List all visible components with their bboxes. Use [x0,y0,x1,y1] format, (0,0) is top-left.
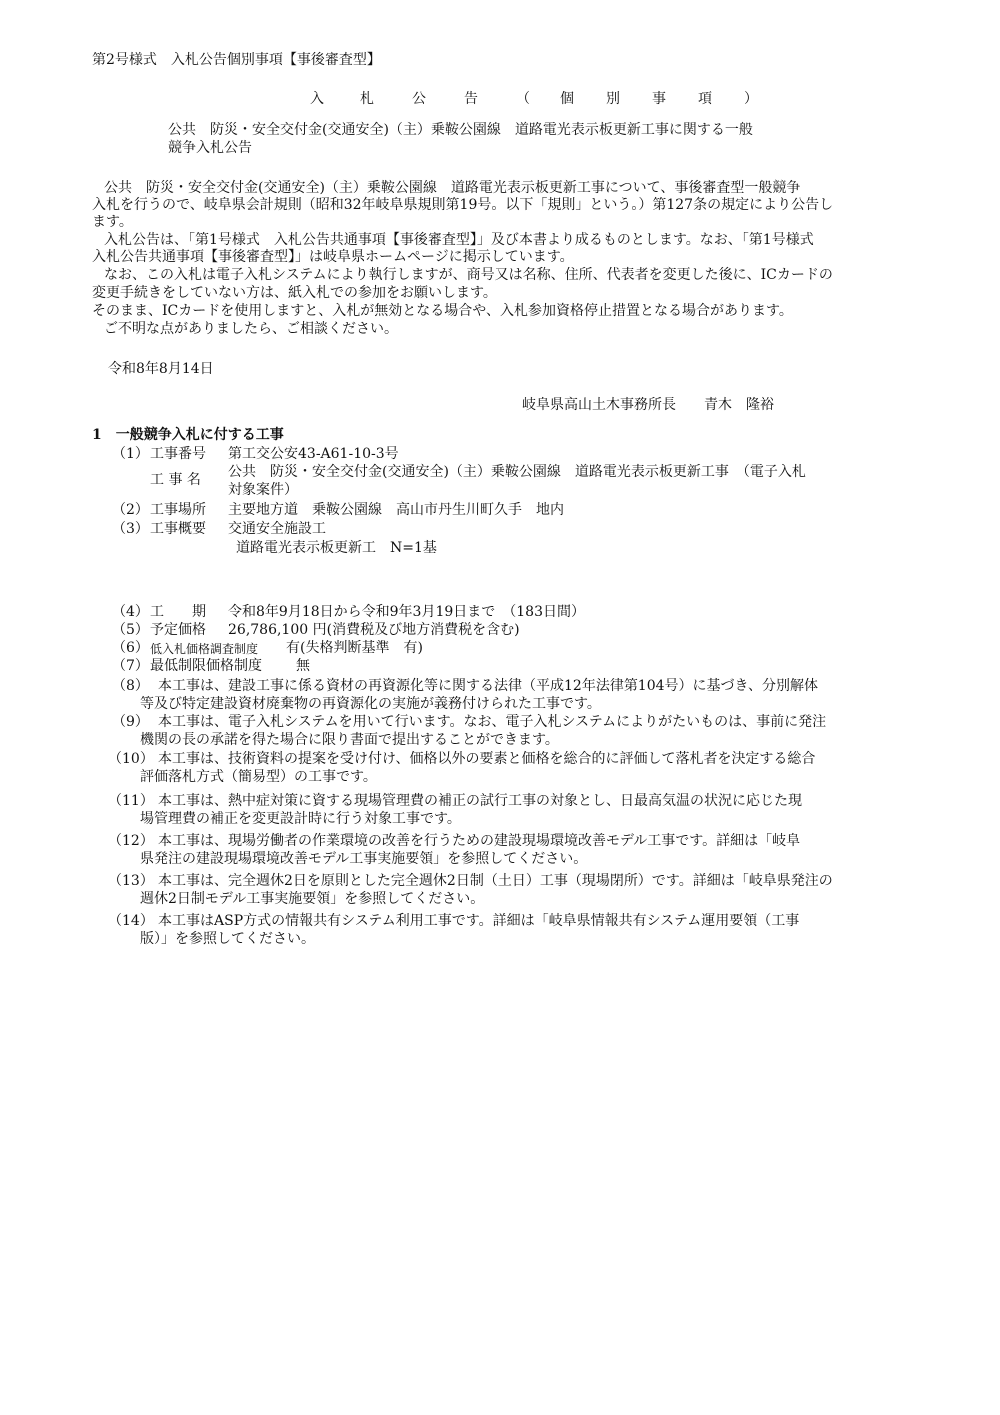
item-value: 道路電光表示板更新工 N=1基 [236,540,437,556]
intro-text: 変更手続きをしていない方は、紙入札での参加をお願いします。 [92,285,497,301]
intro-text: 入札公告は、「第1号様式 入札公告共通事項【事後審査型】」及び本書より成るものとします。なお、「第1号様式 [104,232,814,248]
item-text: 評価落札方式（簡易型）の工事です。 [140,769,377,785]
item-text: 場管理費の補正を変更設計時に行う対象工事です。 [140,811,461,827]
item-value: 交通安全施設工 [228,521,326,537]
item-number: （11） [108,793,154,809]
item-label: 工事場所 [150,502,206,518]
item-number: （4） [112,604,149,620]
issuer-name: 岐阜県高山土木事務所長 青木 隆裕 [522,397,774,413]
item-label: 工事概要 [150,521,206,537]
item-text: 本工事は、熱中症対策に資する現場管理費の補正の試行工事の対象とし、日最高気温の状況に応じた現 [158,793,802,809]
item-text: 本工事は、完全週休2日を原則とした完全週休2日制（土日）工事（現場閉所）です。詳細は「岐阜県発注の [158,873,833,889]
item-number: （10） [108,751,154,767]
title-char: 事 [652,91,666,107]
item-text: 本工事は、電子入札システムを用いて行います。なお、電子入札システムによりがたいものは、事前に発注 [158,714,827,730]
intro-text: 入札公告共通事項【事後審査型】」は岐阜県ホームページに掲示しています。 [92,249,574,265]
title-char: ） [744,91,758,107]
item-text: 本工事は、技術資料の提案を受け付け、価格以外の要素と価格を総合的に評価して落札者を決定する総合 [158,751,816,767]
item-label: 工 期 [150,604,206,620]
item-text: 機関の長の承諾を得た場合に限り書面で提出することができます。 [140,732,559,748]
title-char: 公 [412,91,426,107]
title-char: 別 [606,91,620,107]
section-heading: 1 一般競争入札に付する工事 [92,427,284,443]
title-char: 項 [698,91,712,107]
intro-text: ご不明な点がありましたら、ご相談ください。 [104,321,398,337]
item-text: 本工事はASP方式の情報共有システム利用工事です。詳細は「岐阜県情報共有システム運用要領（工事 [158,913,800,929]
title-char: 個 [560,91,574,107]
title-char: 入 [310,91,324,107]
item-value: 令和8年9月18日から令和9年3月19日まで （183日間） [228,604,585,620]
item-number: （12） [108,833,154,849]
item-value: 無 [296,658,310,674]
item-text: 本工事は、現場労働者の作業環境の改善を行うための建設現場環境改善モデル工事です。詳細は「岐阜 [158,833,801,849]
title-char: （ [516,91,530,107]
item-text: 本工事は、建設工事に係る資材の再資源化等に関する法律（平成12年法律第104号）に基づき、分別解体 [158,678,818,694]
item-value: 第工交公安43-A61-10-3号 [228,446,399,462]
item-number: （6） [112,640,149,656]
item-number: （1） [112,446,149,462]
item-number: （14） [108,913,154,929]
item-number: （8） [112,678,149,694]
subject-line: 競争入札公告 [168,140,252,156]
item-value: 26,786,100 円(消費税及び地方消費税を含む) [228,622,520,638]
item-number: （2） [112,502,149,518]
intro-text: ます。 [92,214,133,230]
form-label: 第2号様式 入札公告個別事項【事後審査型】 [92,52,381,68]
item-number: （7） [112,658,149,674]
item-number: （3） [112,521,149,537]
item-value: 公共 防災・安全交付金(交通安全)（主）乗鞍公園線 道路電光表示板更新工事 （電子入札 [228,464,806,480]
item-label: 最低制限価格制度 [150,658,262,674]
item-label: 工 事 名 [150,472,201,488]
item-value: 主要地方道 乗鞍公園線 高山市丹生川町久手 地内 [228,502,564,518]
item-text: 週休2日制モデル工事実施要領」を参照してください。 [140,891,485,907]
item-number: （9） [112,714,149,730]
title-char: 告 [464,91,478,107]
item-text: 県発注の建設現場環境改善モデル工事実施要領」を参照してください。 [140,851,588,867]
item-number: （13） [108,873,154,889]
item-label: 低入札価格調査制度 [150,642,259,656]
item-text: 版）」を参照してください。 [140,931,315,947]
item-number: （5） [112,622,149,638]
item-label: 工事番号 [150,446,206,462]
page-title [310,91,764,108]
intro-text: なお、この入札は電子入札システムにより執行しますが、商号又は名称、住所、代表者を変更した後に、ICカードの [104,267,833,283]
item-value: 対象案件） [228,482,298,498]
intro-text: 入札を行うので、岐阜県会計規則（昭和32年岐阜県規則第19号。以下「規則」という。）第127条の規定により公告し [92,197,834,213]
notice-date: 令和8年8月14日 [108,361,214,377]
intro-text: そのまま、ICカードを使用しますと、入札が無効となる場合や、入札参加資格停止措置となる場合があります。 [92,303,793,319]
item-label: 予定価格 [150,622,206,638]
subject-line: 公共 防災・安全交付金(交通安全)（主）乗鞍公園線 道路電光表示板更新工事に関する一般 [168,122,753,138]
title-char: 札 [360,91,374,107]
item-value: 有(失格判断基準 有) [286,640,423,656]
item-text: 等及び特定建設資材廃棄物の再資源化の実施が義務付けられた工事です。 [140,696,601,712]
intro-text: 公共 防災・安全交付金(交通安全)（主）乗鞍公園線 道路電光表示板更新工事について、事後審査型一般競争 [104,180,801,196]
